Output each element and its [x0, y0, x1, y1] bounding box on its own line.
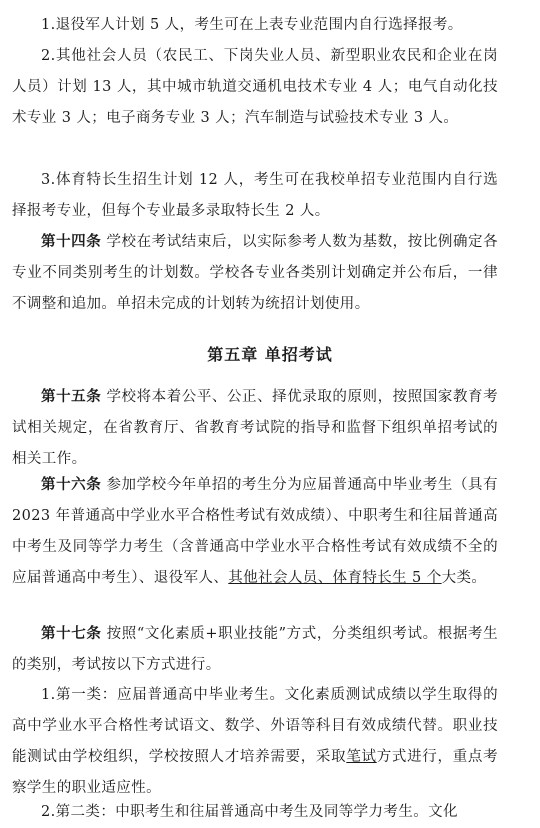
paragraph-other-social-plan: 2.其他社会人员（农民工、下岗失业人员、新型职业农民和企业在岗人员）计划 13 人，其中城市轨道交通机电技术专业 4 人；电气自动化技术专业 3 人；电子商务专业 3 人；汽车制造与试验技术专业 3 人。	[12, 48, 498, 126]
article-15-text: 学校将本着公平、公正、择优录取的原则，按照国家教育考试相关规定，在省教育厅、省教育考试院的指导和监督下组织单招考试的相关工作。	[12, 389, 498, 467]
article-14-label: 第十四条	[41, 234, 102, 250]
article-15	[12, 382, 498, 475]
article-17-label: 第十七条	[41, 626, 102, 642]
article-17	[12, 619, 498, 681]
article-16-text-end: 大类。	[441, 570, 487, 586]
paragraph-category-1	[12, 680, 498, 804]
category-1-text: 1.第一类：应届普通高中毕业考生。文化素质测试成绩以学生取得的高中学业水平合格性考试语文、数学、外语等科目有效成绩代替。职业技能测试由学校组织，学校按照人才培养需要，采取	[12, 687, 498, 765]
category-1-text-end: 方式进行，重点考察学生的职业适应性。	[12, 749, 498, 796]
chapter-heading: 第五章 单招考试	[207, 345, 333, 364]
article-14	[12, 227, 498, 320]
article-16	[12, 470, 498, 594]
article-16-label: 第十六条	[41, 477, 102, 493]
category-1-underlined-text: 笔试	[346, 749, 377, 765]
paragraph-sports-plan: 3.体育特长生招生计划 12 人，考生可在我校单招专业范围内自行选择报考专业，但每个专业最多录取特长生 2 人。	[12, 172, 498, 219]
article-16-text: 参加学校今年单招的考生分为应届普通高中毕业考生（具有 2023 年普通高中学业水平合格性考试有效成绩）、中职考生和往届普通高中考生及同等学力考生（含普通高中学业水平合格性考试有效成绩不全的应届普通高中考生）、退役军人、	[12, 477, 498, 586]
article-16-underlined-text: 其他社会人员、体育特长生 5 个	[228, 570, 442, 586]
paragraph-category-2: 2.第二类：中职考生和往届普通高中考生及同等学力考生。文化	[41, 804, 458, 820]
paragraph-veterans-plan: 1.退役军人计划 5 人，考生可在上表专业范围内自行选择报考。	[41, 17, 463, 33]
article-14-text: 学校在考试结束后，以实际参考人数为基数，按比例确定各专业不同类别考生的计划数。学校各专业各类别计划确定并公布后，一律不调整和追加。单招未完成的计划转为统招计划使用。	[12, 234, 498, 312]
article-15-label: 第十五条	[41, 389, 102, 405]
article-17-text: 按照“文化素质+职业技能”方式，分类组织考试。根据考生的类别，考试按以下方式进行。	[12, 626, 498, 673]
